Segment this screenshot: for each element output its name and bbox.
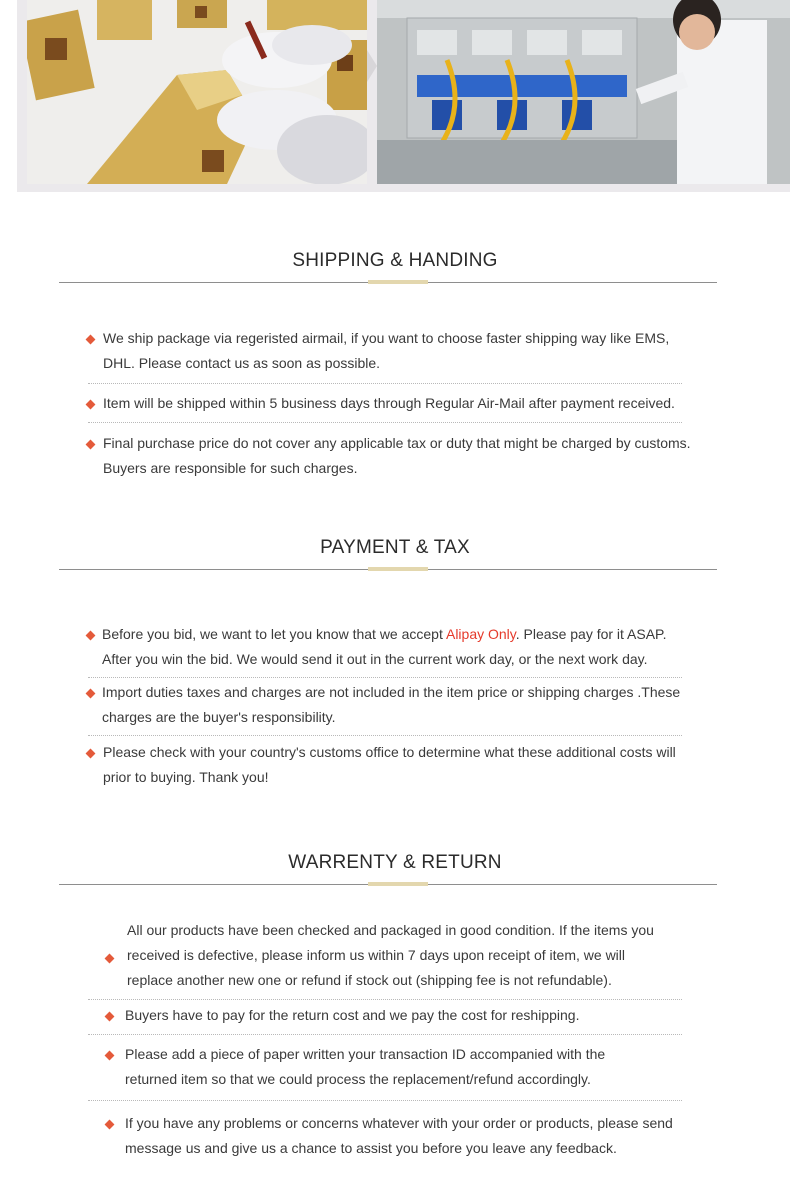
diamond-bullet-icon (86, 335, 96, 345)
dotted-separator (88, 677, 682, 678)
shipping-item-3: Final purchase price do not cover any applicable tax or duty that might be charged by customs. Buyers are responsible for such charges. (103, 435, 691, 476)
dotted-separator (88, 1100, 682, 1101)
alipay-highlight: Alipay Only (445, 626, 516, 642)
dotted-separator (88, 422, 682, 423)
polishing-illustration (27, 0, 367, 184)
diamond-bullet-icon (105, 1012, 115, 1022)
shipping-item-2: Item will be shipped within 5 business days through Regular Air-Mail after payment received. (103, 395, 675, 411)
warranty-item-2: Buyers have to pay for the return cost and we pay the cost for reshipping. (125, 1007, 580, 1023)
shipping-title: SHIPPING & HANDING (292, 250, 498, 271)
diamond-bullet-icon (105, 954, 115, 964)
polishing-photo (27, 0, 367, 184)
warranty-rule-accent (368, 882, 428, 886)
payment-item-1-pre: Before you bid, we want to let you know that we accept (102, 626, 446, 642)
photo-divider (367, 0, 377, 184)
dotted-separator (88, 1034, 682, 1035)
payment-title: PAYMENT & TAX (320, 537, 470, 558)
dotted-separator (88, 999, 682, 1000)
diamond-bullet-icon (105, 1051, 115, 1061)
diamond-bullet-icon (86, 689, 96, 699)
payment-item-2: Import duties taxes and charges are not included in the item price or shipping charges .These charges are the buyer's responsibility. (102, 684, 681, 725)
diamond-bullet-icon (86, 749, 96, 759)
payment-rule-accent (368, 567, 428, 571)
shipping-rule-accent (368, 280, 428, 284)
diamond-bullet-icon (86, 631, 96, 641)
warranty-item-3: Please add a piece of paper written your transaction ID accompanied with the returned item so that we could process the replacement/refund accordingly. (125, 1046, 606, 1087)
diamond-bullet-icon (86, 400, 96, 410)
warranty-title: WARRENTY & RETURN (288, 852, 502, 873)
machine-operator-photo (377, 0, 790, 184)
factory-banner (17, 0, 790, 192)
diamond-bullet-icon (86, 440, 96, 450)
payment-item-3: Please check with your country's customs office to determine what these additional costs will prior to buying. Thank you! (103, 744, 676, 785)
warranty-item-1: All our products have been checked and packaged in good condition. If the items you received is defective, please inform us within 7 days upon receipt of item, we will replace another new one or refund if stock out (shipping fee is not refundable). (127, 922, 654, 988)
diamond-bullet-icon (105, 1120, 115, 1130)
shipping-item-1: We ship package via regeristed airmail, if you want to choose faster shipping way like EMS, DHL. Please contact us as soon as possible. (103, 330, 670, 371)
machine-illustration (377, 0, 790, 184)
dotted-separator (88, 735, 682, 736)
warranty-item-4: If you have any problems or concerns whatever with your order or products, please send message us and give us a chance to assist you before you leave any feedback. (125, 1115, 673, 1156)
payment-item-1-post: . Please pay for it ASAP. After you win the bid. We would send it out in the current work day, or the next work day. (102, 626, 667, 667)
dotted-separator (88, 383, 682, 384)
payment-item-1 (102, 622, 692, 672)
